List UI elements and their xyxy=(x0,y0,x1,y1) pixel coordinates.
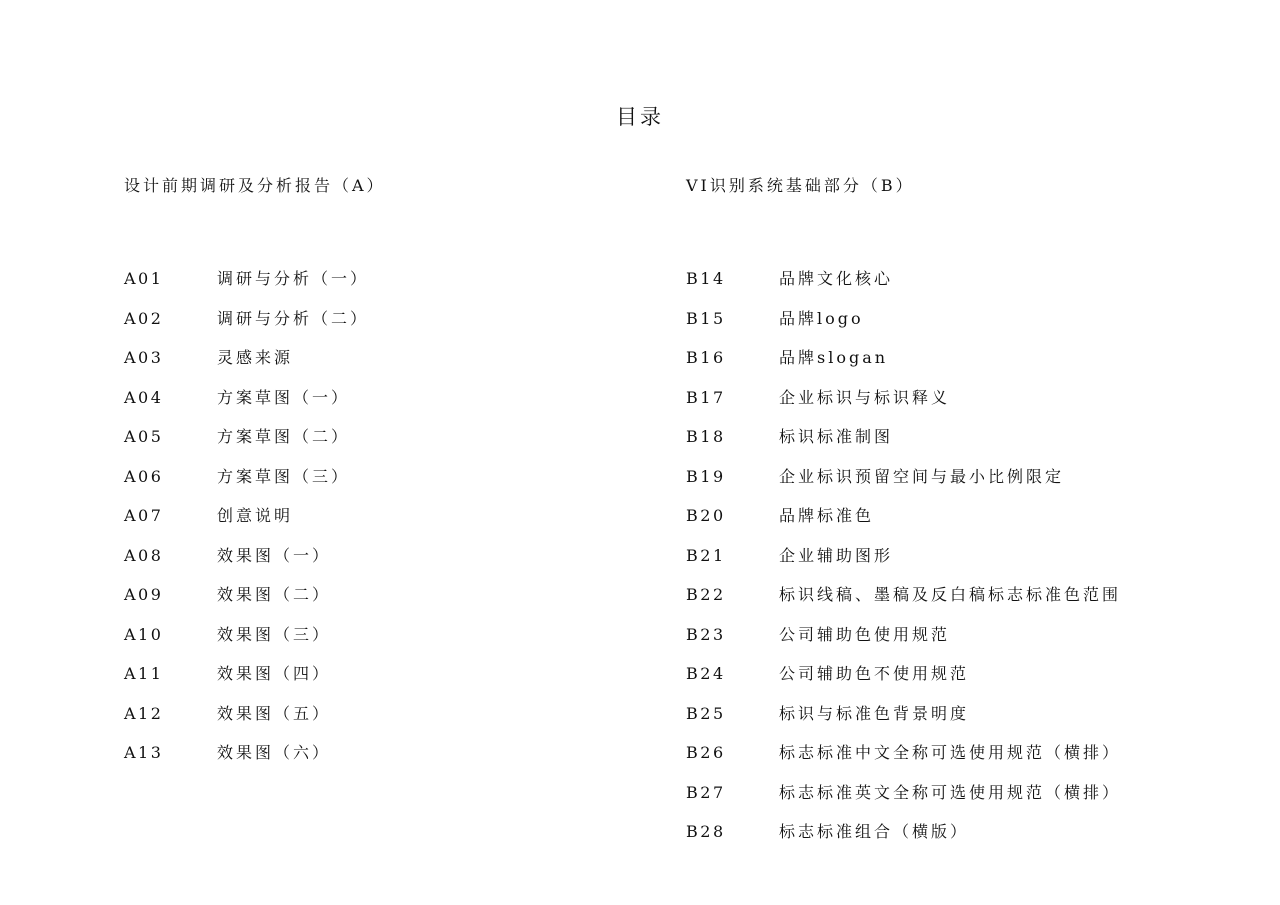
toc-entry-code: B14 xyxy=(686,269,726,288)
toc-entry xyxy=(124,496,386,536)
toc-entry xyxy=(124,615,386,655)
toc-entry-code: B15 xyxy=(686,308,726,328)
toc-entry-code: B25 xyxy=(686,703,726,723)
toc-entry-title: 效果图（二） xyxy=(217,585,332,604)
toc-entry-code: B18 xyxy=(686,427,726,446)
toc-entry-title: 企业辅助图形 xyxy=(779,545,894,565)
toc-entry xyxy=(686,654,1121,694)
toc-entry-code: B23 xyxy=(686,624,726,644)
toc-entry xyxy=(124,694,386,734)
toc-entry-code: A02 xyxy=(124,308,164,328)
toc-entry-code: B16 xyxy=(686,348,726,367)
section-b-list xyxy=(686,259,1121,852)
toc-entry xyxy=(686,812,1121,852)
toc-entry-title: 效果图（一） xyxy=(217,545,332,565)
toc-entry xyxy=(686,773,1121,813)
toc-entry xyxy=(124,536,386,576)
toc-entry-title: 调研与分析（一） xyxy=(217,269,370,288)
toc-entry xyxy=(124,259,386,299)
toc-entry-code: B28 xyxy=(686,822,726,841)
toc-entry-code: B17 xyxy=(686,387,726,407)
toc-entry-code: A04 xyxy=(124,387,164,407)
toc-entry xyxy=(686,338,1121,378)
page-title: 目录 xyxy=(616,105,664,129)
toc-entry xyxy=(686,259,1121,299)
toc-entry-code: A11 xyxy=(124,664,164,683)
toc-entry-title: 效果图（四） xyxy=(217,664,332,683)
toc-entry-title: 方案草图（二） xyxy=(217,427,351,446)
toc-entry-title: 公司辅助色使用规范 xyxy=(779,624,951,644)
toc-entry-code: A13 xyxy=(124,743,164,762)
toc-entry-title: 调研与分析（二） xyxy=(217,308,370,328)
toc-entry-code: B21 xyxy=(686,545,726,565)
toc-entry xyxy=(124,417,386,457)
toc-entry-title: 标识与标准色背景明度 xyxy=(779,703,970,723)
toc-entry-title: 品牌标准色 xyxy=(779,506,875,525)
toc-entry-title: 企业标识与标识释义 xyxy=(779,387,951,407)
toc-entry-code: A10 xyxy=(124,624,164,644)
toc-entry-code: A05 xyxy=(124,427,164,446)
toc-entry-code: A07 xyxy=(124,506,164,525)
toc-entry-title: 标志标准组合（横版） xyxy=(779,822,970,841)
toc-entry-code: B22 xyxy=(686,585,726,604)
section-b xyxy=(686,172,1121,852)
toc-entry xyxy=(686,615,1121,655)
toc-entry-title: 标识线稿、墨稿及反白稿标志标准色范围 xyxy=(779,585,1122,604)
toc-entry-code: B20 xyxy=(686,506,726,525)
toc-entry xyxy=(686,694,1121,734)
section-a-list xyxy=(124,259,386,773)
toc-entry-title: 效果图（五） xyxy=(217,703,332,723)
toc-entry xyxy=(686,733,1121,773)
toc-entry-title: 方案草图（三） xyxy=(217,466,351,486)
toc-entry-title: 标识标准制图 xyxy=(779,427,894,446)
toc-entry xyxy=(124,338,386,378)
toc-entry-title: 效果图（六） xyxy=(217,743,332,762)
toc-entry xyxy=(686,457,1121,497)
toc-entry-title: 品牌logo xyxy=(779,308,864,328)
toc-entry-code: A12 xyxy=(124,703,164,723)
toc-entry xyxy=(686,417,1121,457)
toc-entry-code: A06 xyxy=(124,466,164,486)
toc-entry xyxy=(124,378,386,418)
toc-entry-title: 品牌slogan xyxy=(779,348,889,367)
toc-entry xyxy=(686,378,1121,418)
toc-entry-code: B27 xyxy=(686,782,726,802)
toc-entry xyxy=(124,733,386,773)
toc-entry xyxy=(686,299,1121,339)
toc-entry-title: 企业标识预留空间与最小比例限定 xyxy=(779,466,1065,486)
toc-entry xyxy=(686,575,1121,615)
toc-entry xyxy=(124,654,386,694)
section-a-heading: 设计前期调研及分析报告（A） xyxy=(124,176,386,195)
section-a xyxy=(124,172,386,773)
toc-entry-title: 方案草图（一） xyxy=(217,387,351,407)
toc-entry xyxy=(124,575,386,615)
toc-entry-code: A03 xyxy=(124,348,164,367)
toc-entry-title: 灵感来源 xyxy=(217,348,294,367)
toc-entry-title: 标志标准中文全称可选使用规范（横排） xyxy=(779,743,1122,762)
toc-entry-code: B26 xyxy=(686,743,726,762)
toc-entry-code: A08 xyxy=(124,545,164,565)
toc-entry-title: 创意说明 xyxy=(217,506,294,525)
toc-entry-code: B24 xyxy=(686,664,726,683)
toc-entry-title: 公司辅助色不使用规范 xyxy=(779,664,970,683)
toc-entry xyxy=(686,536,1121,576)
toc-entry xyxy=(124,457,386,497)
toc-entry-title: 效果图（三） xyxy=(217,624,332,644)
toc-entry xyxy=(124,299,386,339)
toc-entry xyxy=(686,496,1121,536)
toc-entry-code: B19 xyxy=(686,466,726,486)
toc-entry-code: A01 xyxy=(124,269,164,288)
section-b-heading: VI识别系统基础部分（B） xyxy=(686,176,915,195)
toc-entry-title: 标志标准英文全称可选使用规范（横排） xyxy=(779,782,1122,802)
toc-entry-code: A09 xyxy=(124,585,164,604)
toc-entry-title: 品牌文化核心 xyxy=(779,269,894,288)
